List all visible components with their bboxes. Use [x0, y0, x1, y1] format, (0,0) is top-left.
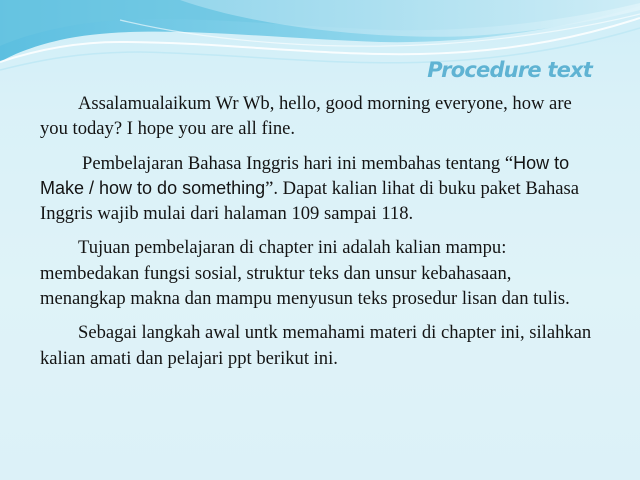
slide-title: Procedure text	[427, 58, 592, 82]
paragraph-objectives: Tujuan pembelajaran di chapter ini adalah kalian mampu: membedakan fungsi sosial, struktur teks dan unsur kebahasaan, menangkap makna dan mampu menyusun teks prosedur lisan dan tulis.	[40, 237, 570, 310]
topic-text-before: Pembelajaran Bahasa Inggris hari ini membahas tentang “	[82, 152, 514, 174]
topic-highlight: How to Make / how to do something	[40, 152, 570, 198]
topic-text-after: ”. Dapat kalian lihat di buku paket Bahasa Inggris wajib mulai dari halaman 109 sampai 118.	[40, 177, 580, 225]
paragraph-greeting: Assalamualaikum Wr Wb, hello, good morning everyone, how are you today? I hope you are all fine.	[40, 93, 572, 140]
slide-body	[40, 91, 600, 380]
paragraph-instructions: Sebagai langkah awal untk memahami materi di chapter ini, silahkan kalian amati dan pelajari ppt berikut ini.	[40, 322, 592, 369]
paragraph-topic	[40, 151, 600, 227]
